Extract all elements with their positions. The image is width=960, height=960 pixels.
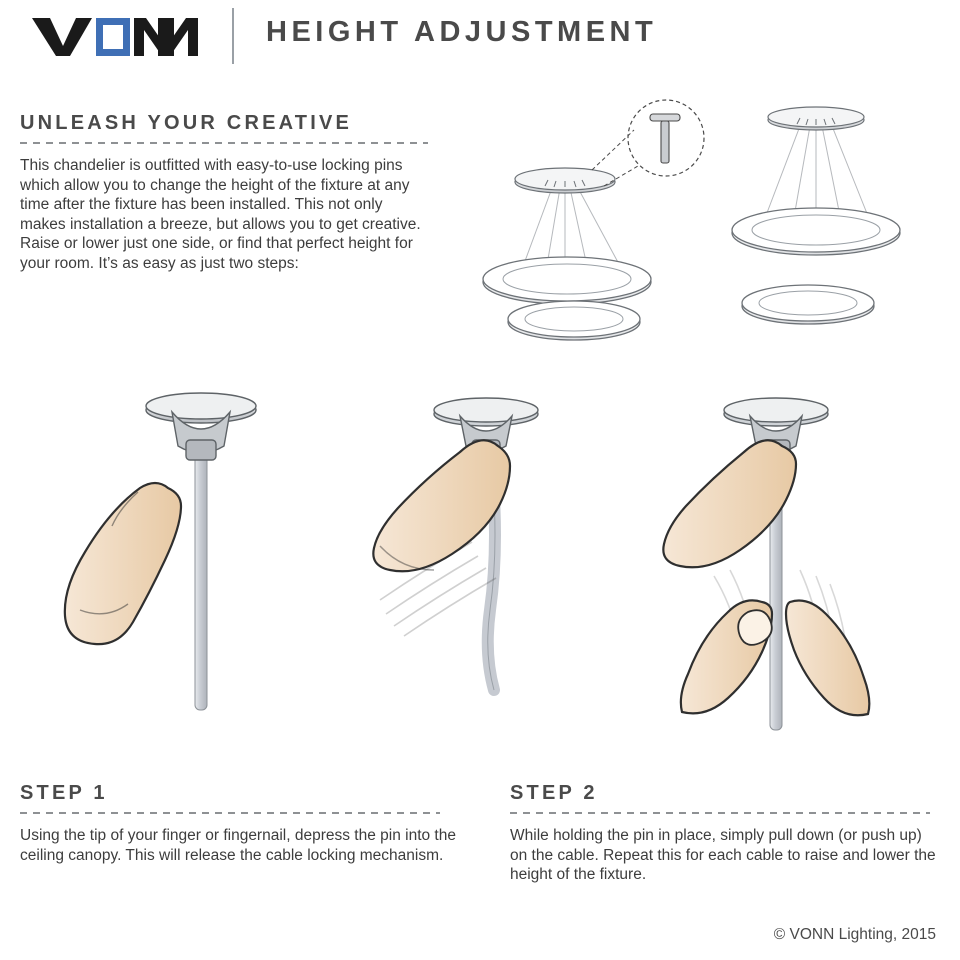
copyright-notice: © VONN Lighting, 2015 xyxy=(773,926,936,943)
page-title: HEIGHT ADJUSTMENT xyxy=(266,16,658,48)
step2-illustration-a xyxy=(360,370,640,770)
intro-divider xyxy=(20,142,428,144)
intro-body: This chandelier is outfitted with easy-to-use locking pins which allow you to change the height of the fixture at any time after the fixture has been installed. This not only makes installation a breeze, but allows you to get creative. Raise or lower just one side, or find that perfect height for your room. It’s as easy as just two steps: xyxy=(20,157,421,272)
chandelier-left xyxy=(483,168,651,340)
step1-body: Using the tip of your finger or fingernail, depress the pin into the ceiling canopy. This will release the cable locking mechanism. xyxy=(20,827,456,864)
chandelier-illustration xyxy=(470,90,950,360)
header-divider xyxy=(232,8,234,64)
step1-heading: STEP 1 xyxy=(20,782,108,804)
step1-divider xyxy=(20,812,440,814)
step2-heading: STEP 2 xyxy=(510,782,598,804)
step2-divider xyxy=(510,812,930,814)
step2-body: While holding the pin in place, simply pull down (or push up) on the cable. Repeat this for each cable to raise and lower the height of the fixture. xyxy=(510,827,936,884)
vonn-logo xyxy=(30,12,200,60)
page-header xyxy=(0,0,960,78)
intro-heading: UNLEASH YOUR CREATIVE xyxy=(20,112,353,134)
chandelier-right xyxy=(732,107,900,324)
step2-illustration-b xyxy=(630,370,950,770)
